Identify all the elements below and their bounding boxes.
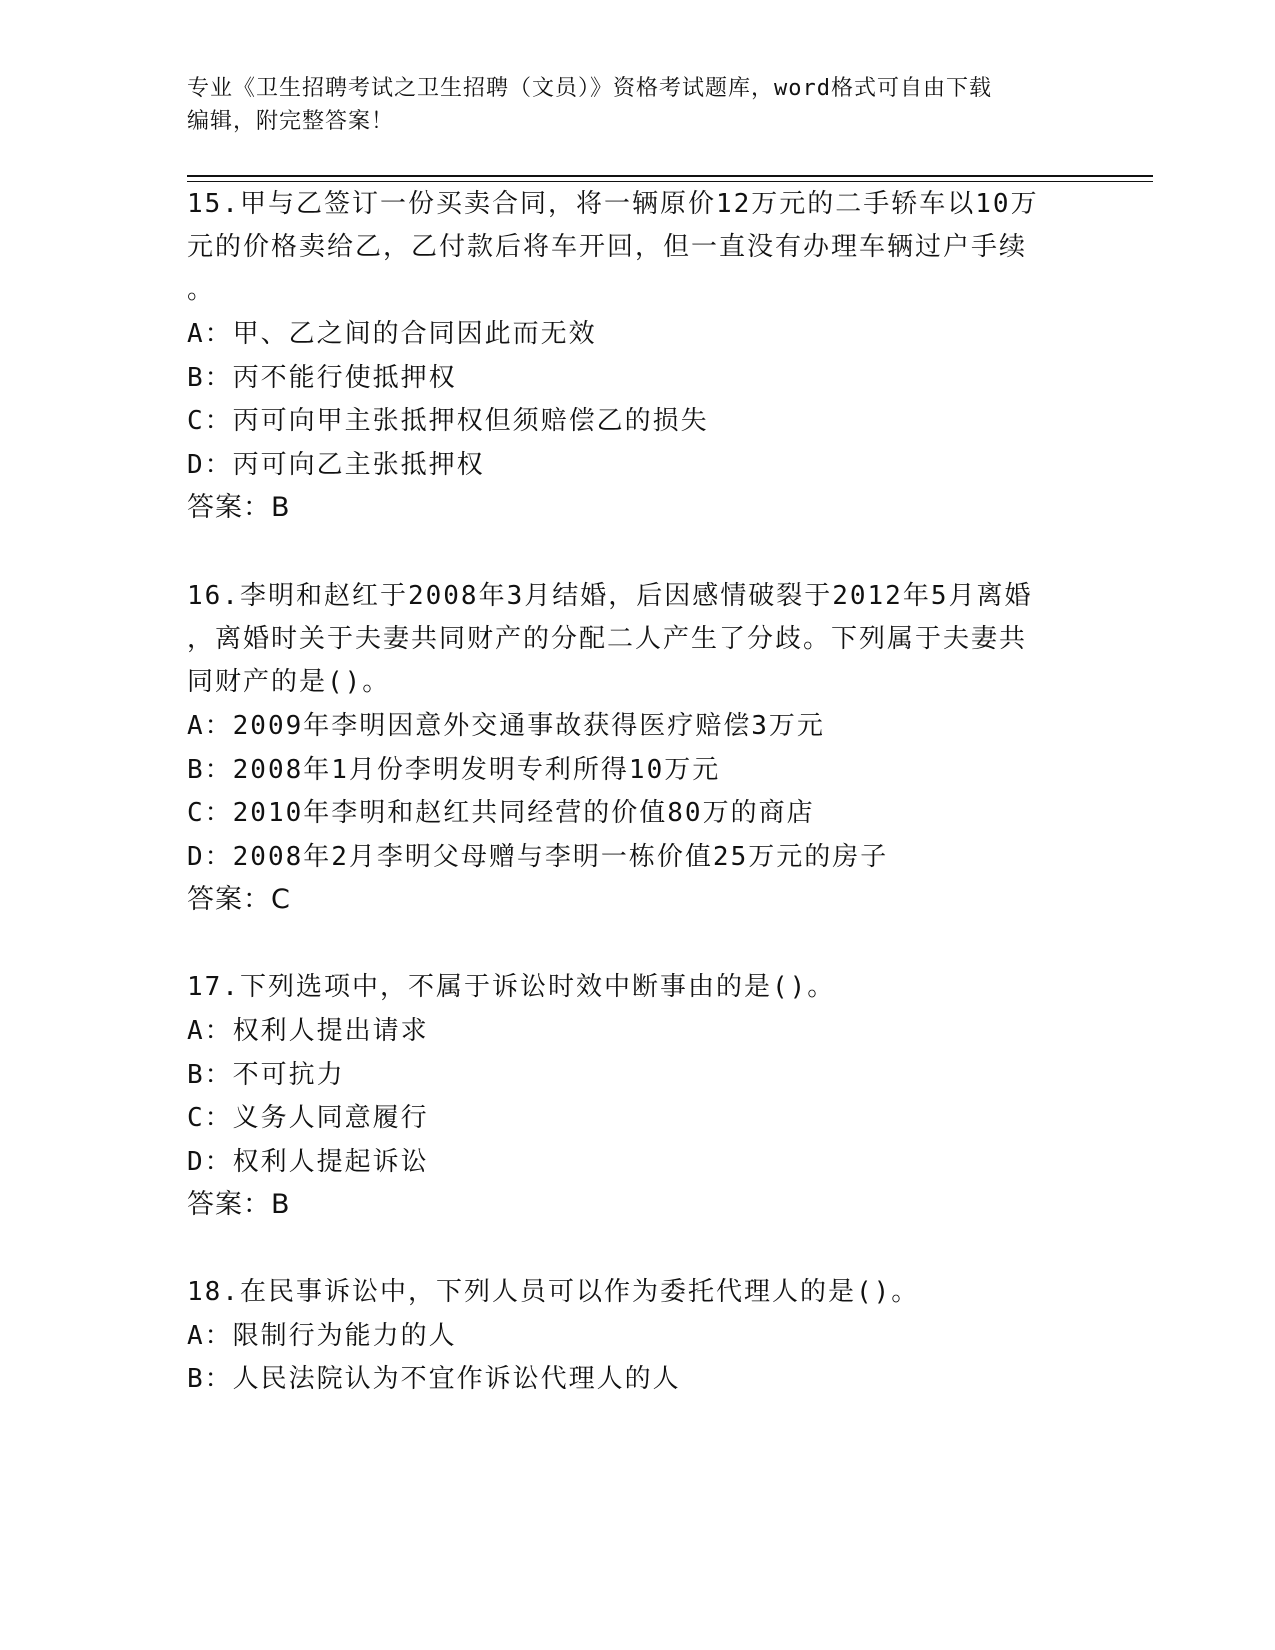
header-divider-thick bbox=[187, 175, 1153, 177]
question-16-line-1: 16.李明和赵红于2008年3月结婚，后因感情破裂于2012年5月离婚 bbox=[187, 581, 1033, 611]
question-17-option-c: C：义务人同意履行 bbox=[187, 1103, 429, 1133]
question-16-option-a: A：2009年李明因意外交通事故获得医疗赔偿3万元 bbox=[187, 711, 825, 741]
question-15-option-a: A：甲、乙之间的合同因此而无效 bbox=[187, 319, 597, 349]
question-15-line-1: 15.甲与乙签订一份买卖合同，将一辆原价12万元的二手轿车以10万 bbox=[187, 189, 1039, 219]
question-17-answer: 答案：B bbox=[187, 1189, 291, 1220]
question-15-line-2: 元的价格卖给乙，乙付款后将车开回，但一直没有办理车辆过户手续 bbox=[187, 232, 1028, 262]
header-line-2: 编辑，附完整答案！ bbox=[187, 109, 395, 134]
question-16-line-2: ，离婚时关于夫妻共同财产的分配二人产生了分歧。下列属于夫妻共 bbox=[187, 624, 1028, 654]
question-17-option-d: D：权利人提起诉讼 bbox=[187, 1147, 429, 1177]
question-15-answer: 答案：B bbox=[187, 492, 291, 523]
question-15-option-b: B：丙不能行使抵押权 bbox=[187, 363, 457, 393]
question-15-line-3: 。 bbox=[187, 275, 216, 305]
question-16-answer: 答案：C bbox=[187, 884, 291, 915]
question-15-option-d: D：丙可向乙主张抵押权 bbox=[187, 450, 485, 480]
question-17-option-b: B：不可抗力 bbox=[187, 1060, 345, 1090]
question-16-option-d: D：2008年2月李明父母赠与李明一栋价值25万元的房子 bbox=[187, 842, 889, 872]
question-16-option-c: C：2010年李明和赵红共同经营的价值80万的商店 bbox=[187, 798, 815, 828]
question-17-line-1: 17.下列选项中，不属于诉讼时效中断事由的是()。 bbox=[187, 972, 836, 1002]
header-divider-thin bbox=[187, 181, 1153, 182]
question-15-option-c: C：丙可向甲主张抵押权但须赔偿乙的损失 bbox=[187, 406, 709, 436]
question-18-option-b: B：人民法院认为不宜作诉讼代理人的人 bbox=[187, 1364, 681, 1394]
question-16-line-3: 同财产的是()。 bbox=[187, 667, 391, 697]
question-18-option-a: A：限制行为能力的人 bbox=[187, 1321, 457, 1351]
question-18-line-1: 18.在民事诉讼中，下列人员可以作为委托代理人的是()。 bbox=[187, 1277, 920, 1307]
question-17-option-a: A：权利人提出请求 bbox=[187, 1016, 429, 1046]
header-line-1: 专业《卫生招聘考试之卫生招聘（文员）》资格考试题库，word格式可自由下载 bbox=[187, 76, 992, 101]
document-header bbox=[187, 72, 1067, 138]
question-16-option-b: B：2008年1月份李明发明专利所得10万元 bbox=[187, 755, 721, 785]
